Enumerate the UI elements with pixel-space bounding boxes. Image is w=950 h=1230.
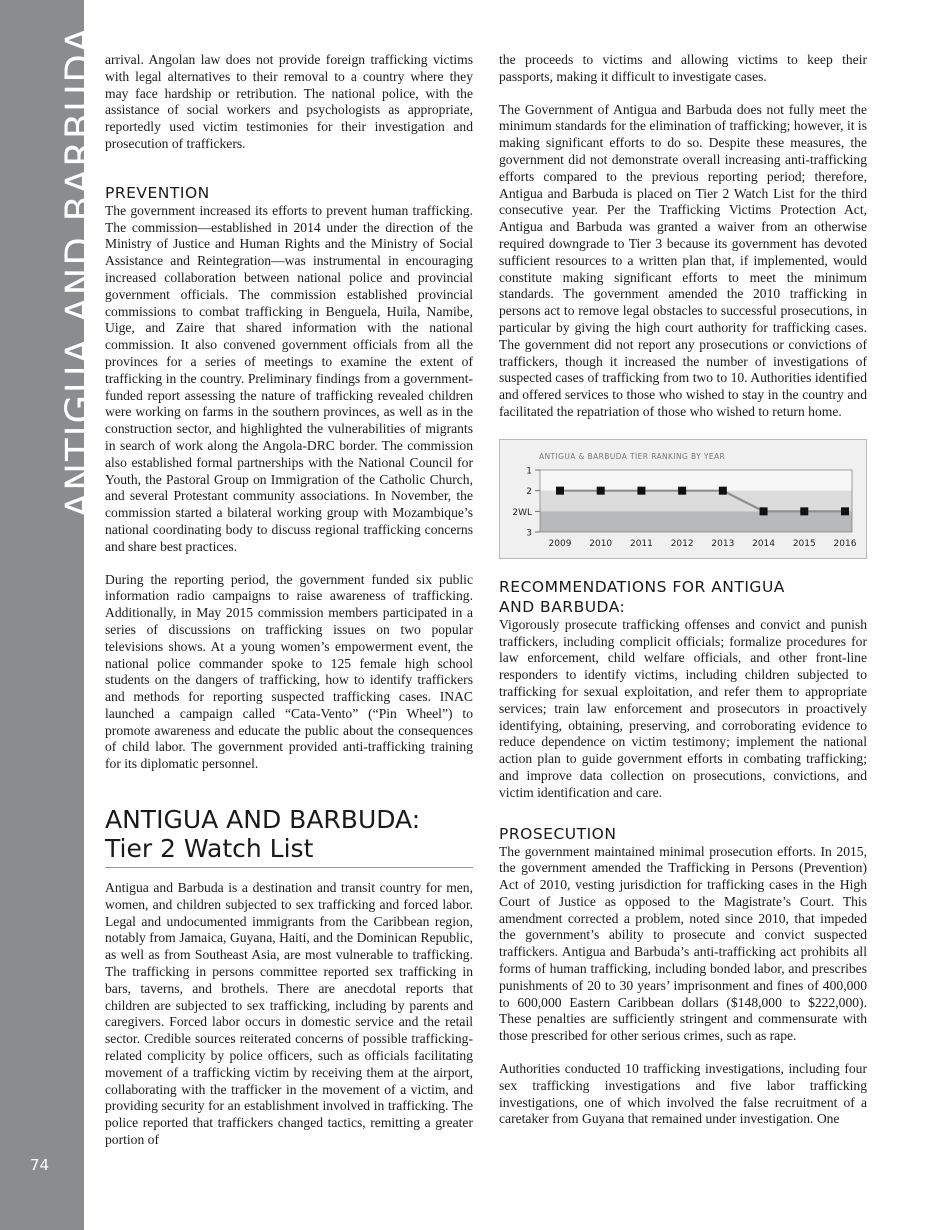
country-heading-line2: Tier 2 Watch List — [105, 834, 314, 864]
recommendations-heading-line2: AND BARBUDA: — [499, 597, 626, 616]
x-tick-label: 2010 — [589, 538, 613, 549]
tier-point-2016 — [841, 507, 849, 515]
section-heading-prosecution: PROSECUTION — [499, 824, 617, 843]
x-tick-label: 2013 — [711, 538, 735, 549]
country-heading — [105, 805, 473, 868]
x-tick-label: 2011 — [629, 538, 653, 549]
section-heading-prevention: PREVENTION — [105, 183, 210, 202]
paragraph-recommendations: Vigorously prosecute trafficking offenses and convict and punish traffickers, including complicit officials; formalize procedures for law enforcement, child welfare officials, and other front-line responders to identify victims, including children subjected to trafficking for sexual exploitation, and refer them to appropriate services; train law enforcement and prosecutors in proactively identifying, obtaining, preserving, and corroborating evidence to reduce dependence on victim testimony; implement the national action plan to guide government efforts in combating trafficking; and improve data collection on prosecutions, convictions, and victim identification and care. — [499, 616, 867, 800]
tier-ranking-chart — [499, 439, 867, 559]
paragraph-continued: the proceeds to victims and allowing victims to keep their passports, making it difficult to investigate cases. — [499, 52, 867, 84]
page-number: 74 — [30, 1156, 50, 1174]
y-tick-label: 2 — [526, 486, 532, 497]
x-tick-label: 2016 — [833, 538, 857, 549]
x-tick-label: 2009 — [548, 538, 572, 549]
tier-point-2011 — [637, 486, 645, 494]
paragraph-angola-intro: arrival. Angolan law does not provide foreign trafficking victims with legal alternatives to their removal to a country where they may face hardship or retribution. The national police, with the assistance of social workers and psychologists as appropriate, reportedly used victim testimonies for their investigation and prosecution of traffickers. — [105, 52, 473, 151]
recommendations-heading-line1: RECOMMENDATIONS FOR ANTIGUA — [499, 577, 785, 596]
x-tick-label: 2014 — [752, 538, 776, 549]
tier-point-2009 — [556, 486, 564, 494]
tier-point-2010 — [597, 486, 605, 494]
paragraph-antigua-overview: Antigua and Barbuda is a destination and transit country for men, women, and children subjected to sex trafficking and forced labor. Legal and undocumented immigrants from the Caribbean region, notably from Jamaica, Guyana, Haiti, and the Dominican Republic, as well as from Southeast Asia, are most vulnerable to trafficking. The trafficking in persons committee reported sex trafficking in bars, taverns, and brothels. There are anecdotal reports that children are subjected to sex trafficking, including by parents and caregivers. Forced labor occurs in domestic service and the retail sector. Credible sources reiterated concerns of possible trafficking-related complicity by police officers, such as officials facilitating movement of a trafficking victim by receiving them at the airport, collaborating with the trafficker in the movement of a victim, and providing security for an establishment involved in trafficking. The police reported that traffickers changed tactics, remitting a greater portion of — [105, 880, 473, 1148]
y-tick-label: 1 — [526, 466, 532, 477]
country-heading-line1: ANTIGUA AND BARBUDA: — [105, 805, 421, 835]
section-heading-recommendations — [499, 577, 867, 617]
sidebar-band — [0, 0, 101, 1230]
country-sidebar-title: ANTIGUA AND BARBUDA — [58, 25, 101, 518]
y-tick-label: 2WL — [512, 507, 532, 518]
paragraph-government-assessment: The Government of Antigua and Barbuda does not fully meet the minimum standards for the elimination of trafficking; however, it is making significant efforts to do so. Despite these measures, the government did not demonstrate overall increasing anti-trafficking efforts compared to the previous reporting period; therefore, Antigua and Barbuda is placed on Tier 2 Watch List for the third consecutive year. Per the Trafficking Victims Protection Act, Antigua and Barbuda was granted a waiver from an otherwise required downgrade to Tier 3 because its government has devoted sufficient resources to a written plan that, if implemented, would constitute making significant efforts to meet the minimum standards. The government amended the 2010 trafficking in persons act to remove legal obstacles to successful prosecutions, in particular by giving the high court authority for trafficking cases. The government did not report any prosecutions or convictions of traffickers, though it increased the number of investigations of suspected cases of trafficking from two to 10. Authorities identified and offered services to those who wished to stay in the country and facilitated the repatriation of those who wished to return home. — [499, 101, 867, 419]
x-tick-label: 2015 — [792, 538, 816, 549]
y-tick-label: 3 — [526, 528, 532, 539]
tier-point-2014 — [760, 507, 768, 515]
x-tick-label: 2012 — [670, 538, 694, 549]
tier-band-1 — [540, 470, 852, 491]
left-column — [105, 52, 473, 1165]
tier-point-2013 — [719, 486, 727, 494]
tier-point-2015 — [800, 507, 808, 515]
tier-chart-svg — [500, 440, 866, 558]
paragraph-prosecution-1: The government maintained minimal prosecution efforts. In 2015, the government amended the Trafficking in Persons (Prevention) Act of 2010, vesting jurisdiction for trafficking cases in the High Court of Justice as opposed to the Magistrate’s Court. This amendment corrected a problem, noted since 2010, that impeded the government’s ability to prosecute and convict suspected traffickers. Antigua and Barbuda’s anti-trafficking act prohibits all forms of human trafficking, including bonded labor, and prescribes punishments of 20 to 30 years’ imprisonment and fines of 400,000 to 600,000 Eastern Caribbean dollars ($148,000 to $222,000). These penalties are sufficiently stringent and commensurate with those prescribed for other serious crimes, such as rape. — [499, 843, 867, 1044]
chart-title: ANTIGUA & BARBUDA TIER RANKING BY YEAR — [539, 451, 726, 461]
paragraph-prevention-2: During the reporting period, the government funded six public information radio campaigns to raise awareness of trafficking. Additionally, in May 2015 commission members participated in a series of discussions on trafficking issues on two popular televisions shows. At a young women’s empowerment event, the national police commander spoke to 125 female high school students on the dangers of trafficking, how to identify traffickers and methods for reporting suspected trafficking cases. INAC launched a campaign called “Cata-Vento” (“Pin Wheel”) to promote awareness and educate the public about the consequences of child labor. The government provided anti-trafficking training for its diplomatic personnel. — [105, 571, 473, 772]
paragraph-prosecution-2: Authorities conducted 10 trafficking investigations, including four sex trafficking investigations and five labor trafficking investigations, one of which involved the false recruitment of a caretaker from Guyana that remained under investigation. One — [499, 1061, 867, 1127]
right-column — [499, 52, 867, 1144]
paragraph-prevention-1: The government increased its efforts to prevent human trafficking. The commission—established in 2014 under the direction of the Ministry of Justice and Human Rights and the Ministry of Social Assistance and Reintegration—was instrumental in encouraging increased collaboration between national police and provincial government officials. The commission established provincial commissions to combat trafficking in Benguela, Huila, Namibe, Uige, and Zaire that shared information with the national commission. It also convened government officials from all the provinces for a series of meetings to examine the extent of trafficking in the country. Preliminary findings from a government-funded report assessing the nature of trafficking revealed children were working on farms in the southern provinces, as well as in the construction sector, and highlighted the vulnerabilities of migrants in search of work along the Angola-DRC border. The commission also established formal partnerships with the National Council for Youth, the Pastoral Group on Immigration of the Catholic Church, and several Protestant community associations. In November, the commission started a bilateral working group with Mozambique’s national coordinating body to discuss regional trafficking concerns and share best practices. — [105, 202, 473, 554]
tier-point-2012 — [678, 486, 686, 494]
